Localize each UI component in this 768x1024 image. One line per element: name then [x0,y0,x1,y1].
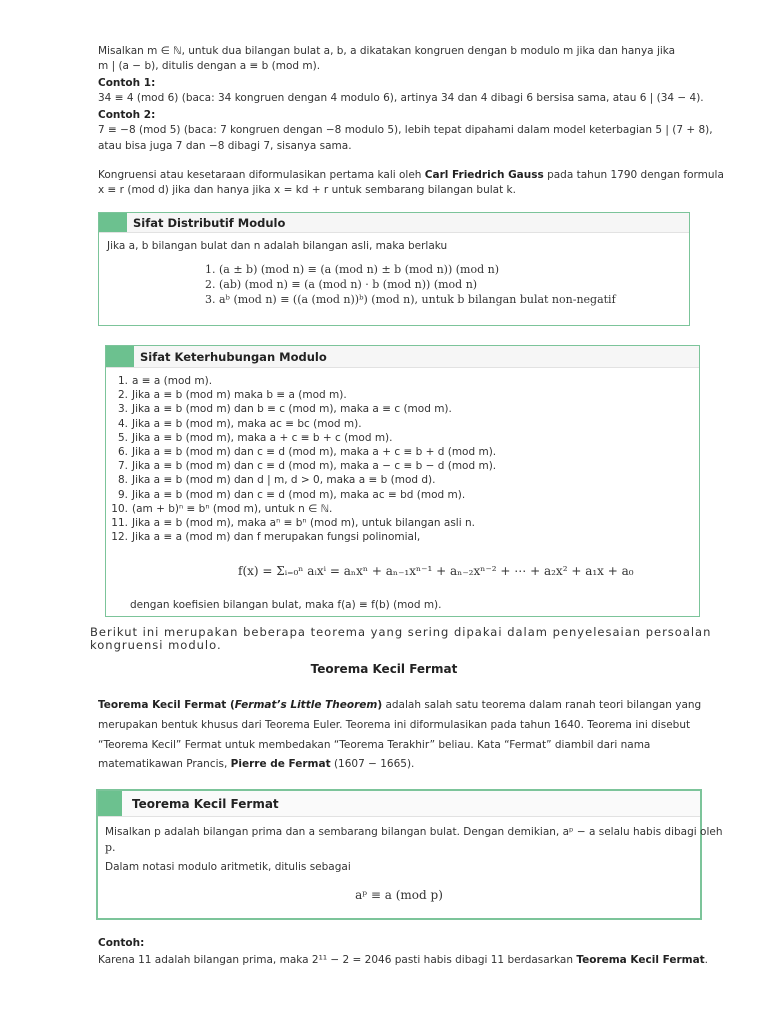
example-2-title: Contoh 2: [98,109,156,121]
list-number: 9. [117,488,128,501]
list-item [110,445,496,459]
list-text: Jika a ≡ b (mod m) dan c ≡ d (mod m), maka ac ≡ bd (mod m). [132,488,466,501]
list-number: 3. [117,403,128,416]
box-distributive [98,212,690,326]
box-fermat-line-3: Dalam notasi modulo aritmetik, ditulis sebagai [105,861,351,873]
distributive-item-3: 3. aᵇ (mod n) ≡ ((a (mod n))ᵇ) (mod n), untuk b bilangan bulat non-negatif [205,293,616,306]
fermat-bold-end: ) [377,699,383,711]
distributive-item-1: 1. (a ± b) (mod n) ≡ (a (mod n) ± b (mod n)) (mod n) [205,263,500,276]
list-number: 5. [117,431,128,444]
fermat-bold: Teorema Kecil Fermat ( [98,699,235,711]
box-distributive-header [99,213,689,233]
box-distributive-intro: Jika a, b bilangan bulat dan n adalah bilangan asli, maka berlaku [107,240,448,252]
distributive-item-2: 2. (ab) (mod n) ≡ (a (mod n) · b (mod n)) (mod n) [205,278,478,291]
contoh-title: Contoh: [98,937,145,949]
box-relations [105,345,700,617]
list-number: 12. [111,531,128,544]
example-2-line-2: atau bisa juga 7 dan −8 dibagi 7, sisanya sama. [98,140,352,152]
list-text: Jika a ≡ a (mod m) dan f merupakan fungsi polinomial, [132,531,421,544]
box-relations-header [106,346,699,368]
list-item [110,417,496,431]
list-item [110,530,496,544]
list-number: 1. [117,375,128,387]
fermat-name: Pierre de Fermat [230,758,331,770]
list-number: 2. [117,389,128,402]
list-item [110,388,496,402]
gauss-text-b: pada tahun 1790 dengan formula [543,169,724,181]
fermat-italic: Fermat’s Little Theorem [234,699,378,711]
fermat-formula: aᵖ ≡ a (mod p) [355,888,443,902]
list-text: Jika a ≡ b (mod m) dan c ≡ d (mod m), maka a − c ≡ b − d (mod m). [132,460,497,473]
relations-list [110,374,496,544]
accent-bar [98,791,122,816]
example-1-text: 34 ≡ 4 (mod 6) (baca: 34 kongruen dengan 4 modulo 6), artinya 34 dan 4 dibagi 6 bersisa sama, atau 6 | (34 − 4). [98,92,704,104]
box-fermat-title: Teorema Kecil Fermat [132,797,279,811]
intro-line-1: Misalkan m ∈ ℕ, untuk dua bilangan bulat a, b, a dikatakan kongruen dengan b modulo m jika dan hanya jika [98,45,676,57]
example-2-line-1: 7 ≡ −8 (mod 5) (baca: 7 kongruen dengan −8 modulo 5), lebih tepat dipahami dalam model keterbagian 5 | (7 + 8), [98,124,713,136]
fermat-para-line-1 [98,698,702,712]
list-text: Jika a ≡ b (mod m) dan d | m, d > 0, maka a ≡ b (mod d). [132,474,436,487]
list-item [110,431,496,445]
box-distributive-title: Sifat Distributif Modulo [133,216,286,230]
fermat-l4-a: matematikawan Prancis, [98,758,231,770]
fermat-para-line-3: “Teorema Kecil” Fermat untuk membedakan “Teorema Terakhir” beliau. Kata “Fermat” diambil dari nama [98,739,651,751]
accent-bar [99,213,127,232]
accent-bar [106,346,134,367]
intro-line-2: m | (a − b), ditulis dengan a ≡ b (mod m). [98,60,321,72]
contoh-text-a: Karena 11 adalah bilangan prima, maka 2¹¹ − 2 = 2046 pasti habis dibagi 11 berdasarkan [98,954,577,966]
list-number: 10. [111,502,128,515]
list-number: 7. [117,460,128,473]
transition-line-2: kongruensi modulo. [90,638,222,652]
list-number: 6. [117,445,128,458]
list-item [110,374,496,388]
contoh-text [98,953,709,967]
list-item [110,402,496,416]
fermat-l4-b: (1607 − 1665). [330,758,415,770]
box-fermat-header [98,791,700,817]
list-text: Jika a ≡ b (mod m), maka aⁿ ≡ bⁿ (mod m), untuk bilangan asli n. [132,516,475,529]
list-text: (am + b)ⁿ ≡ bⁿ (mod m), untuk n ∈ ℕ. [132,502,333,515]
gauss-name: Carl Friedrich Gauss [424,169,544,181]
list-text: Jika a ≡ b (mod m), maka a + c ≡ b + c (mod m). [132,431,393,444]
fermat-para-line-2: merupakan bentuk khusus dari Teorema Euler. Teorema ini diformulasikan pada tahun 1640. Teorema ini disebut [98,719,691,731]
contoh-text-b: . [704,954,709,966]
list-item [110,488,496,502]
list-number: 8. [117,474,128,487]
list-number: 4. [117,417,128,430]
gauss-text-a: Kongruensi atau kesetaraan diformulasikan pertama kali oleh [98,169,425,181]
list-item [110,473,496,487]
list-text: Jika a ≡ b (mod m) maka b ≡ a (mod m). [132,389,347,402]
box-fermat [96,789,723,920]
box-fermat-line-1: Misalkan p adalah bilangan prima dan a sembarang bilangan bulat. Dengan demikian, aᵖ − a selalu habis dibagi oleh [105,826,723,838]
list-item [110,516,496,530]
list-text: a ≡ a (mod m). [132,375,213,387]
contoh-bold: Teorema Kecil Fermat [576,954,705,966]
gauss-line-1 [98,168,724,182]
box-relations-title: Sifat Keterhubungan Modulo [140,350,327,364]
relations-closing: dengan koefisien bilangan bulat, maka f(a) ≡ f(b) (mod m). [130,599,442,611]
list-item [110,502,496,516]
list-text: Jika a ≡ b (mod m) dan b ≡ c (mod m), maka a ≡ c (mod m). [132,403,452,416]
list-item [110,459,496,473]
fermat-para-line-4 [98,757,698,771]
example-1-title: Contoh 1: [98,77,156,89]
gauss-line-2: x ≡ r (mod d) jika dan hanya jika x = kd + r untuk sembarang bilangan bulat k. [98,184,516,196]
transition-line-1: Berikut ini merupakan beberapa teorema yang sering dipakai dalam penyelesaian persoalan [90,625,712,639]
fermat-rest: adalah salah satu teorema dalam ranah teori bilangan yang [382,699,702,711]
box-fermat-line-2: p. [105,841,116,854]
list-number: 11. [111,516,128,529]
fermat-heading: Teorema Kecil Fermat [310,662,458,676]
list-text: Jika a ≡ b (mod m) dan c ≡ d (mod m), maka a + c ≡ b + d (mod m). [132,445,497,458]
polynomial-formula: f(x) = Σᵢ₌₀ⁿ aᵢxⁱ = aₙxⁿ + aₙ₋₁xⁿ⁻¹ + aₙ₋₂xⁿ⁻² + ⋯ + a₂x² + a₁x + a₀ [238,564,634,578]
list-text: Jika a ≡ b (mod m), maka ac ≡ bc (mod m). [132,417,362,430]
